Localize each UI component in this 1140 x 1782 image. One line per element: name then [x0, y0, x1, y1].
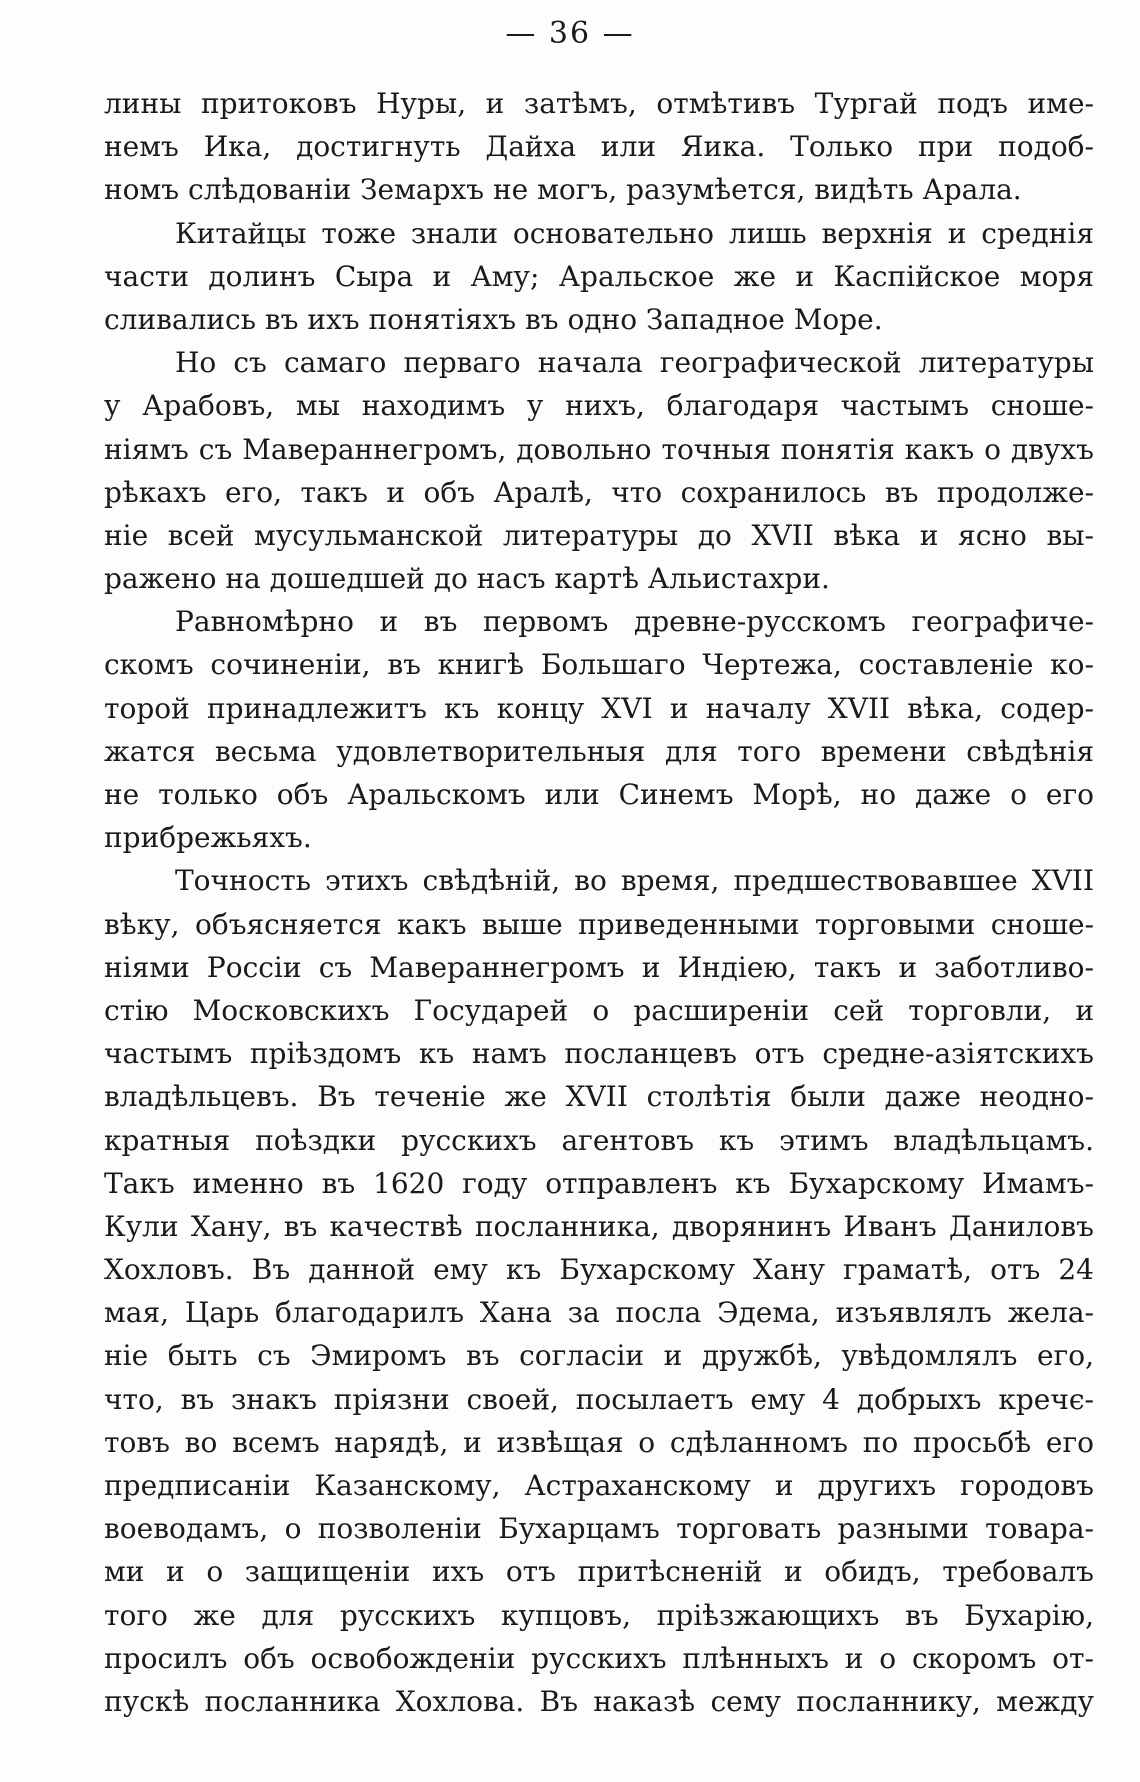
paragraph [104, 859, 1094, 1723]
text-line: жатся весьма удовлетворительныя для того времени свѣдѣнія [104, 734, 1094, 768]
text-line: ніямъ съ Мавераннегромъ, довольно точныя понятія какъ о двухъ [104, 432, 1094, 466]
text-line: предписаніи Казанскому, Астраханскому и другихъ городовъ [104, 1469, 1094, 1502]
paragraph [104, 341, 1094, 600]
body-text [104, 82, 1094, 1723]
text-line: немъ Ика, достигнуть Дайха или Яика. Только при подоб- [104, 130, 1094, 164]
text-line: ражено на дошедшей до насъ картѣ Альистахри. [104, 562, 830, 596]
text-line: ніями Россіи съ Мавераннегромъ и Индіею, такъ и заботливо- [104, 950, 1094, 984]
text-line: Но съ самаго перваго начала географической литературы [175, 346, 1094, 380]
text-line: стію Московскихъ Государей о расширеніи сей торговли, и [104, 993, 1094, 1027]
text-line: что, въ знакъ пріязни своей, посылаетъ ему 4 добрыхъ кречє- [104, 1382, 1094, 1416]
text-line: товъ во всемъ нарядѣ, и извѣщая о сдѣланномъ по просьбѣ его [104, 1425, 1094, 1459]
text-line: не только объ Аральскомъ или Синемъ Морѣ, но даже о его [104, 778, 1094, 811]
text-line: Кули Хану, въ качествѣ посланника, дворянинъ Иванъ Даниловъ [104, 1209, 1094, 1243]
text-line: торой принадлежитъ къ концу XVI и началу XVII вѣка, содер- [104, 691, 1094, 725]
text-line: Хохловъ. Въ данной ему къ Бухарскому Хану граматѣ, отъ 24 [104, 1253, 1094, 1287]
text-line: ніе всей мусульманской литературы до XVII вѣка и ясно вы- [104, 518, 1094, 552]
text-line: воеводамъ, о позволеніи Бухарцамъ торговать разными товара- [104, 1512, 1094, 1546]
text-line: мая, Царь благодарилъ Хана за посла Эдема, изъявлялъ жела- [104, 1296, 1094, 1330]
text-line: сливались въ ихъ понятіяхъ въ одно Западное Море. [104, 302, 883, 336]
text-line: ми и о защищеніи ихъ отъ притѣсненій и обидъ, требовалъ [104, 1555, 1094, 1589]
text-line: номъ слѣдованіи Земархъ не могъ, разумѣется, видѣть Арала. [104, 173, 1022, 207]
text-line: частымъ пріѣздомъ къ намъ посланцевъ отъ средне-азіятскихъ [104, 1037, 1094, 1071]
text-line: лины притоковъ Нуры, и затѣмъ, отмѣтивъ Тургай подъ име- [104, 87, 1094, 120]
text-line: кратныя поѣздки русскихъ агентовъ къ этимъ владѣльцамъ. [104, 1123, 1094, 1157]
text-line: скомъ сочиненіи, въ книгѣ Большаго Чертежа, составленіе ко- [104, 648, 1094, 682]
text-line: Китайцы тоже знали основательно лишь верхнія и среднія [175, 216, 1094, 250]
text-line: пускѣ посланника Хохлова. Въ наказѣ сему посланнику, между [104, 1684, 1094, 1718]
text-line: у Арабовъ, мы находимъ у нихъ, благодаря частымъ сноше- [104, 389, 1094, 423]
paragraph [104, 212, 1094, 342]
text-line: ніе быть съ Эмиромъ въ согласіи и дружбѣ, увѣдомлялъ его, [104, 1339, 1094, 1373]
paragraph [104, 600, 1094, 859]
text-line: просилъ объ освобожденіи русскихъ плѣнныхъ и о скоромъ от- [104, 1641, 1094, 1675]
text-line: рѣкахъ его, такъ и объ Аралѣ, что сохранилось въ продолже- [104, 475, 1094, 509]
text-line: Равномѣрно и въ первомъ древне-русскомъ географиче- [175, 605, 1094, 639]
text-line: части долинъ Сыра и Аму; Аральское же и Каспійское моря [104, 259, 1094, 293]
paragraph [104, 82, 1094, 212]
text-line: того же для русскихъ купцовъ, пріѣзжающихъ въ Бухарію, [104, 1598, 1094, 1632]
text-line: Такъ именно въ 1620 году отправленъ къ Бухарскому Имамъ- [104, 1166, 1094, 1200]
text-line: владѣльцевъ. Въ теченіе же XVII столѣтія были даже неодно- [104, 1080, 1094, 1114]
page-number: — 36 — [505, 16, 635, 51]
text-line: прибрежьяхъ. [104, 821, 312, 855]
text-line: Точность этихъ свѣдѣній, во время, предшествовавшее XVII [175, 864, 1094, 898]
text-line: вѣку, объясняется какъ выше приведенными торговыми сноше- [104, 907, 1094, 941]
